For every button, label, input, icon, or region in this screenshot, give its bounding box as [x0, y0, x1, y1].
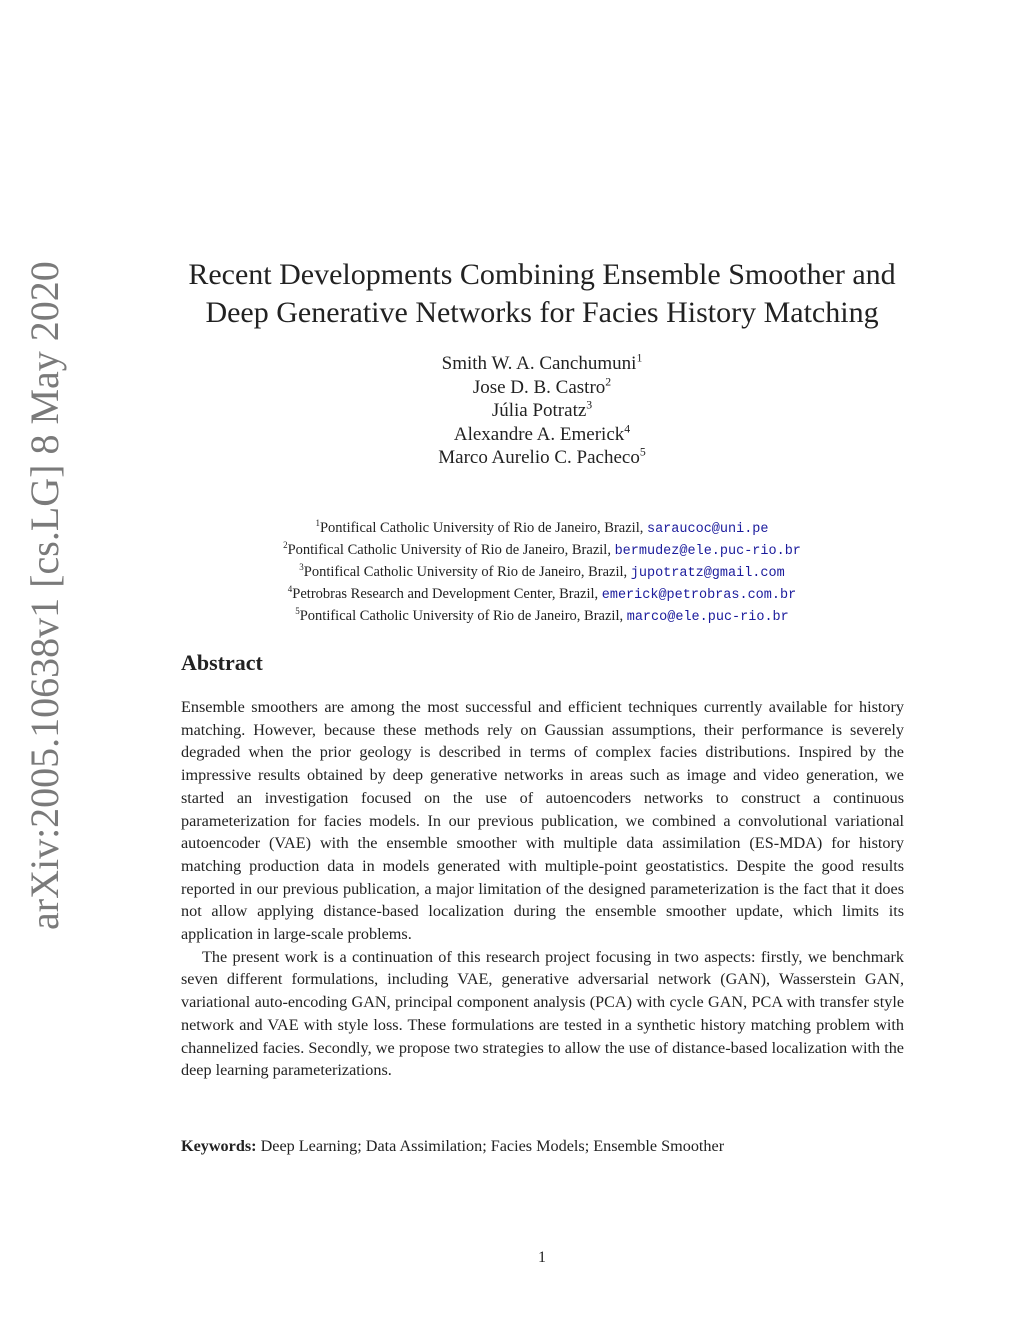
- author-name: Smith W. A. Canchumuni: [441, 353, 637, 374]
- affiliation-text: Pontifical Catholic University of Rio de Janeiro, Brazil,: [319, 520, 647, 536]
- author-sup: 5: [639, 445, 646, 459]
- affiliation-sup: 4: [287, 584, 293, 595]
- author: [340, 423, 744, 447]
- email-link[interactable]: saraucoc@uni.pe: [646, 522, 769, 537]
- title-line: Recent Developments Combining Ensemble Smoother and: [188, 258, 896, 291]
- email-link[interactable]: jupotratz@gmail.com: [630, 566, 785, 581]
- email-link[interactable]: bermudez@ele.puc-rio.br: [614, 544, 801, 559]
- paper-title: [150, 256, 934, 332]
- author-sup: 2: [605, 375, 612, 389]
- author-sup: 4: [624, 422, 631, 436]
- author-name: Júlia Potratz: [491, 400, 587, 421]
- keywords-label: Keywords:: [181, 1137, 257, 1155]
- affiliation: [160, 518, 924, 540]
- abstract-paragraph: The present work is a continuation of this research project focusing in two aspects: firstly, we benchmark seven different formulations, including VAE, generative adversarial network (GAN), Wasserstein GAN, variational auto-encoding GAN, principal component analysis (PCA) with cycle GAN, PCA with transfer style network and VAE with style loss. These formulations are tested in a synthetic history matching problem with channelized facies. Secondly, we propose two strategies to allow the use of distance-based localization with the deep learning parameterizations.: [181, 947, 904, 1080]
- author: [340, 399, 744, 423]
- page-number: 1: [538, 1249, 546, 1266]
- author: [340, 446, 744, 470]
- title-line: Deep Generative Networks for Facies History Matching: [205, 296, 879, 329]
- author-name: Alexandre A. Emerick: [453, 423, 625, 445]
- email-link[interactable]: marco@ele.puc-rio.br: [626, 610, 789, 625]
- author-name: Jose D. B. Castro: [472, 376, 606, 398]
- affiliation: [160, 606, 924, 628]
- abstract-body: [181, 696, 904, 1082]
- affiliation-text: Pontifical Catholic University of Rio de Janeiro, Brazil,: [299, 608, 627, 624]
- email-link[interactable]: emerick@petrobras.com.br: [601, 588, 797, 603]
- affiliation-text: Pontifical Catholic University of Rio de Janeiro, Brazil,: [287, 542, 615, 558]
- keywords: [181, 1135, 904, 1157]
- affiliation: [160, 540, 924, 562]
- affiliation-sup: 1: [315, 518, 320, 529]
- author-sup: 1: [636, 351, 643, 365]
- author-sup: 3: [586, 398, 593, 412]
- keywords-text: Deep Learning; Data Assimilation; Facies Models; Ensemble Smoother: [260, 1137, 725, 1155]
- author: [340, 352, 744, 376]
- affiliation: [160, 584, 924, 606]
- affiliation-sup: 3: [299, 562, 304, 573]
- abstract-paragraph: Ensemble smoothers are among the most successful and efficient techniques currently available for history matching. However, because these methods rely on Gaussian assumptions, their performance is severely degraded when the prior geology is described in terms of complex facies distributions. Inspired by the impressive results obtained by deep generative networks in areas such as image and video generation, we started an investigation focused on the use of autoencoders networks to construct a continuous parameterization for facies models. In our previous publication, we combined a convolutional variational autoencoder (VAE) with the ensemble smoother with multiple data assimilation (ES-MDA) for history matching production data in models generated with multiple-point geostatistics. Despite the good results reported in our previous publication, a major limitation of the designed parameterization is the fact that it does not allow applying distance-based localization during the ensemble smoother update, which limits its application in large-scale problems.: [181, 698, 904, 944]
- affiliation-sup: 2: [283, 540, 288, 551]
- affiliation-sup: 5: [295, 606, 300, 617]
- affiliation-text: Pontifical Catholic University of Rio de Janeiro, Brazil,: [303, 564, 631, 580]
- affiliation-text: Petrobras Research and Development Center, Brazil,: [292, 586, 602, 602]
- affiliation: [160, 562, 924, 584]
- author-list: [340, 352, 744, 470]
- author-name: Marco Aurelio C. Pacheco: [438, 447, 640, 468]
- abstract-heading: Abstract: [181, 650, 263, 675]
- affiliation-list: [160, 518, 924, 628]
- author: [340, 376, 744, 400]
- arxiv-side-identifier: arXiv:2005.10638v1 [cs.LG] 8 May 2020: [22, 261, 67, 930]
